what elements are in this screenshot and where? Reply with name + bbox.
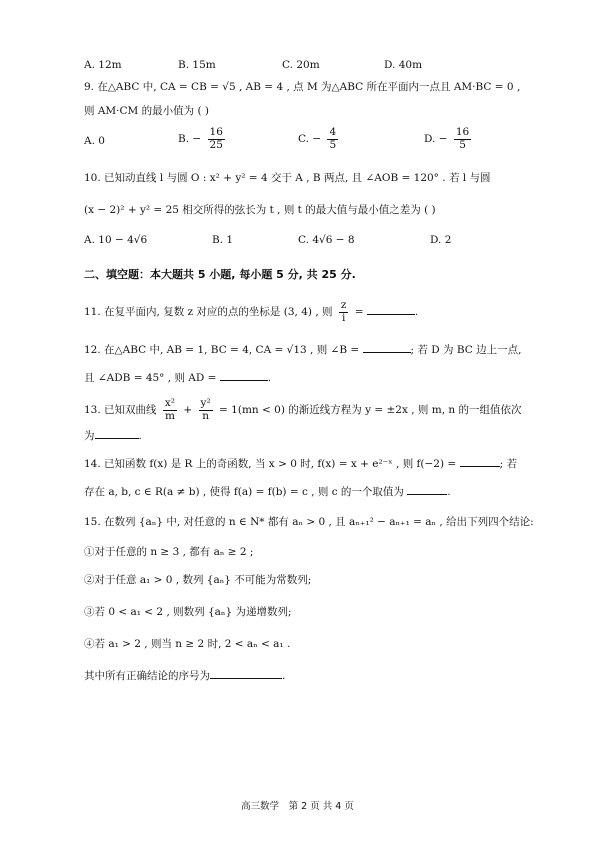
q13-line-2: 为 . bbox=[84, 430, 142, 442]
q15-conclusion-3: ③若 0 < a₁ < 2 , 则数列 {aₙ} 为递增数列; bbox=[84, 606, 292, 618]
q14-line-2: 存在 a, b, c ∈ R(a ≠ b) , 使得 f(a) = f(b) = c , 则 c 的一个取值为 . bbox=[84, 486, 451, 498]
q9-option-b-num: 16 bbox=[209, 126, 223, 138]
q9-option-b-label: B. bbox=[178, 133, 190, 146]
q11-den: i bbox=[341, 311, 346, 324]
q14-answer-blank-2[interactable] bbox=[407, 494, 447, 495]
q8-option-d: D. 40m bbox=[384, 59, 423, 71]
q12-answer-blank-1[interactable] bbox=[363, 352, 411, 353]
q13-text-post: = 1(mn < 0) 的渐近线方程为 y = ±2x , 则 m, n 的一组值依次 bbox=[219, 404, 522, 417]
q10-option-a: A. 10 − 4√6 bbox=[84, 234, 148, 246]
q13-f1-num: x² bbox=[164, 397, 176, 409]
q13-answer-blank[interactable] bbox=[95, 438, 139, 439]
q12-line-1 bbox=[84, 344, 521, 357]
q9-option-c: C. − $\frac{4}{5}$ bbox=[298, 126, 337, 151]
q9-option-d-fraction bbox=[454, 127, 471, 151]
q13-text-pre: 13. 已知双曲线 bbox=[84, 404, 157, 417]
q14-text-1: 14. 已知函数 f(x) 是 R 上的奇函数, 当 x > 0 时, f(x) = x + e²⁻ˣ , 则 f(−2) = bbox=[84, 458, 457, 470]
q9-option-a: A. 0 bbox=[84, 135, 105, 147]
q13-line-1 bbox=[84, 398, 521, 422]
q9-stem: 9. 在△ABC 中, CA = CB = √5 , AB = 4 , 点 M 为△ABC 所在平面内一点且 AM·BC = 0 , bbox=[84, 81, 521, 93]
q12-answer-blank-2[interactable] bbox=[220, 380, 268, 381]
q12-text-1b: ; 若 D 为 BC 边上一点, bbox=[410, 344, 522, 356]
q13-fraction-1 bbox=[163, 398, 177, 422]
q13-text-2: 为 bbox=[84, 430, 95, 442]
q12-text-2: 且 ∠ADB = 45° , 则 AD = bbox=[84, 372, 217, 384]
q15-conclusion-2: ②对于任意 a₁ > 0 , 数列 {aₙ} 不可能为常数列; bbox=[84, 574, 312, 586]
q9-option-d-num: 16 bbox=[455, 126, 470, 138]
q11-text: 11. 在复平面内, 复数 z 对应的点的坐标是 (3, 4) , 则 bbox=[84, 306, 333, 319]
q11-num: z bbox=[340, 299, 347, 311]
q13-f2-den: n bbox=[202, 409, 209, 422]
q14-answer-blank-1[interactable] bbox=[460, 466, 500, 467]
q13-f2-num: y² bbox=[200, 397, 211, 409]
q15-conclusion-1: ①对于任意的 n ≥ 3 , 都有 aₙ ≥ 2 ; bbox=[84, 546, 254, 558]
q15-stem: 15. 在数列 {aₙ} 中, 对任意的 n ∈ N* 都有 aₙ > 0 , 且 aₙ₊₁² − aₙ₊₁ = aₙ , 给出下列四个结论: bbox=[84, 516, 534, 528]
q11-equals: = bbox=[354, 306, 367, 319]
q9-option-d-label: D. bbox=[424, 133, 436, 146]
q15-conclusion-4: ④若 a₁ > 2 , 则当 n ≥ 2 时, 2 < aₙ < a₁ . bbox=[84, 638, 291, 650]
q9-option-c-num: 4 bbox=[329, 126, 337, 138]
q10-stem: 10. 已知动直线 l 与圆 O : x² + y² = 4 交于 A , B 两点, 且 ∠AOB = 120° . 若 l 与圆 bbox=[84, 172, 491, 184]
q8-option-c: C. 20m bbox=[282, 59, 320, 71]
q15-answer-blank[interactable] bbox=[210, 678, 282, 679]
q14-line-1 bbox=[84, 458, 517, 471]
q13-plus: + bbox=[183, 404, 193, 417]
q12-text-1: 12. 在△ABC 中, AB = 1, BC = 4, CA = √13 , 则 ∠B = bbox=[84, 344, 360, 356]
page-footer: 高三数学 第 2 页 共 4 页 bbox=[241, 801, 354, 812]
q15-text-last: 其中所有正确结论的序号为 bbox=[84, 670, 210, 682]
q9-option-c-label: C. bbox=[298, 133, 309, 146]
q9-stem-2: 则 AM·CM 的最小值为 ( ) bbox=[84, 105, 209, 117]
q10-option-c: C. 4√6 − 8 bbox=[298, 234, 355, 246]
q14-text-2: 存在 a, b, c ∈ R(a ≠ b) , 使得 f(a) = f(b) = c , 则 c 的一个取值为 bbox=[84, 486, 404, 498]
q10-stem-2: (x − 2)² + y² = 25 相交所得的弦长为 t , 则 t 的最大值与最小值之差为 ( ) bbox=[84, 204, 436, 216]
q8-option-b: B. 15m bbox=[178, 59, 216, 71]
q11-answer-blank[interactable] bbox=[367, 314, 415, 315]
q9-option-c-fraction bbox=[327, 127, 338, 151]
q9-option-c-den: 5 bbox=[329, 138, 337, 151]
q14-text-1b: ; 若 bbox=[499, 458, 517, 470]
section-fill-in-heading: 二、填空题：本大题共 5 小题, 每小题 5 分, 共 25 分. bbox=[84, 268, 356, 281]
q9-option-d: D. − $\frac{16}{5}$ bbox=[424, 126, 470, 151]
q10-option-b: B. 1 bbox=[212, 234, 234, 246]
q10-option-d: D. 2 bbox=[430, 234, 452, 246]
q9-option-d-den: 5 bbox=[459, 138, 466, 151]
q9-option-b: B. − $\frac{16}{25}$ bbox=[178, 126, 223, 151]
q13-fraction-2 bbox=[199, 398, 213, 422]
q12-line-2: 且 ∠ADB = 45° , 则 AD = . bbox=[84, 372, 272, 384]
q15-answer-line: 其中所有正确结论的序号为 . bbox=[84, 670, 286, 682]
q11: 11. 在复平面内, 复数 z 对应的点的坐标是 (3, 4) , 则 $\frac{z}{i}$ = . bbox=[84, 299, 419, 324]
q9-option-b-den: 25 bbox=[209, 138, 223, 151]
q13-f1-den: m bbox=[164, 409, 175, 422]
q9-option-b-fraction bbox=[208, 127, 225, 151]
q11-fraction bbox=[339, 300, 349, 324]
q8-option-a: A. 12m bbox=[84, 59, 122, 71]
